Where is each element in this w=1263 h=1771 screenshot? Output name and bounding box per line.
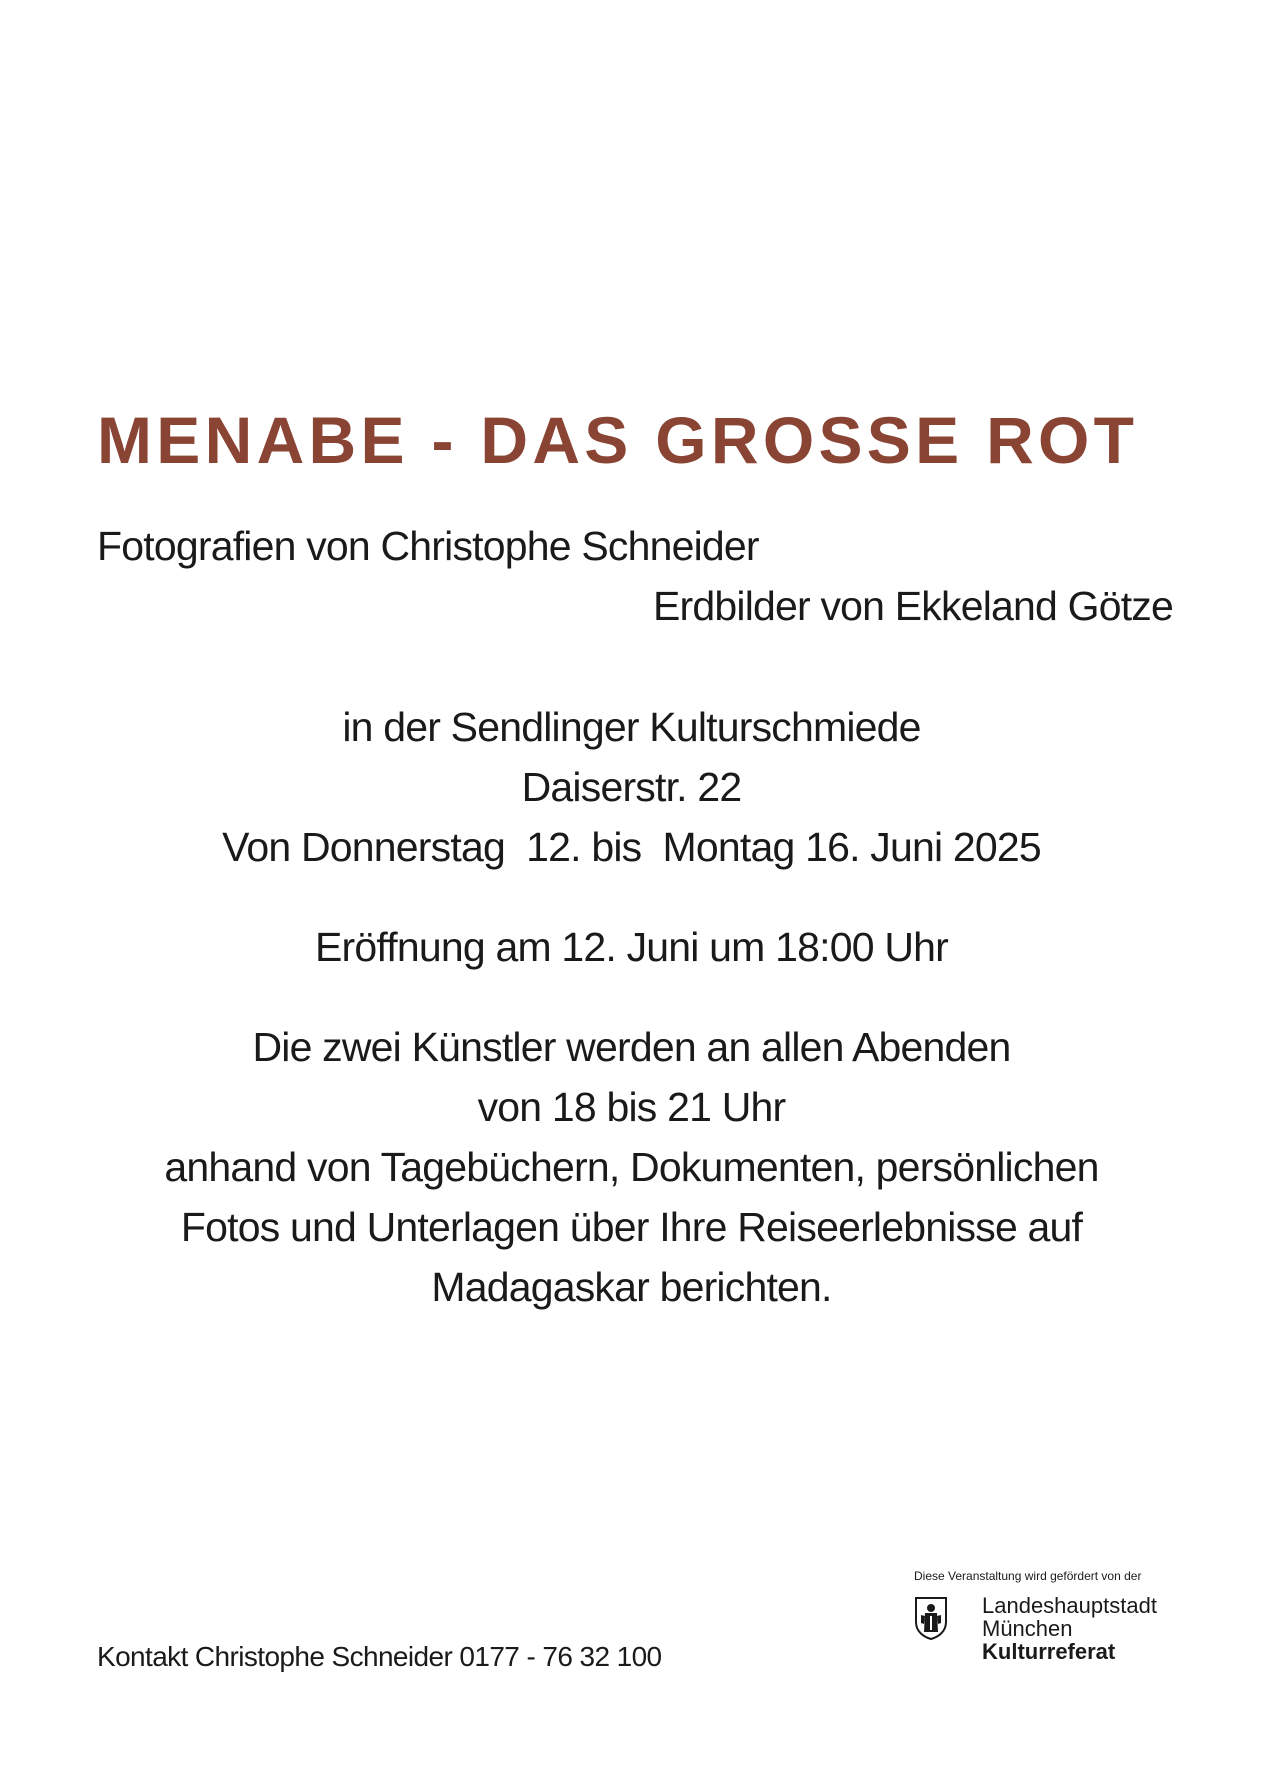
description-line: anhand von Tagebüchern, Dokumenten, persönlichen [164, 1144, 1099, 1190]
description-line: Fotos und Unterlagen über Ihre Reiseerlebnisse auf [180, 1204, 1083, 1250]
event-title: MENABE - DAS GROSSE ROT [97, 403, 1139, 477]
event-dates: Von Donnerstag 12. bis Montag 16. Juni 2025 [222, 824, 1041, 870]
contact-info: Kontakt Christophe Schneider 0177 - 76 32 100 [97, 1641, 662, 1672]
sponsor-note: Diese Veranstaltung wird gefördert von der [914, 1569, 1142, 1583]
sponsor-line-2: München [982, 1616, 1073, 1641]
description-line: Die zwei Künstler werden an allen Abenden [252, 1024, 1011, 1070]
opening-info: Eröffnung am 12. Juni um 18:00 Uhr [315, 924, 948, 970]
venue-address: Daiserstr. 22 [521, 764, 742, 810]
sponsor-line-3: Kulturreferat [982, 1639, 1116, 1664]
description-line: von 18 bis 21 Uhr [477, 1084, 786, 1130]
earth-images-credit: Erdbilder von Ekkeland Götze [652, 583, 1173, 629]
photo-credit: Fotografien von Christophe Schneider [97, 523, 759, 569]
munich-crest-icon [914, 1596, 948, 1640]
description-line: Madagaskar berichten. [431, 1264, 832, 1310]
sponsor-logo [982, 1594, 1157, 1663]
venue-name: in der Sendlinger Kulturschmiede [342, 704, 921, 750]
sponsor-line-1: Landeshauptstadt [982, 1593, 1157, 1618]
